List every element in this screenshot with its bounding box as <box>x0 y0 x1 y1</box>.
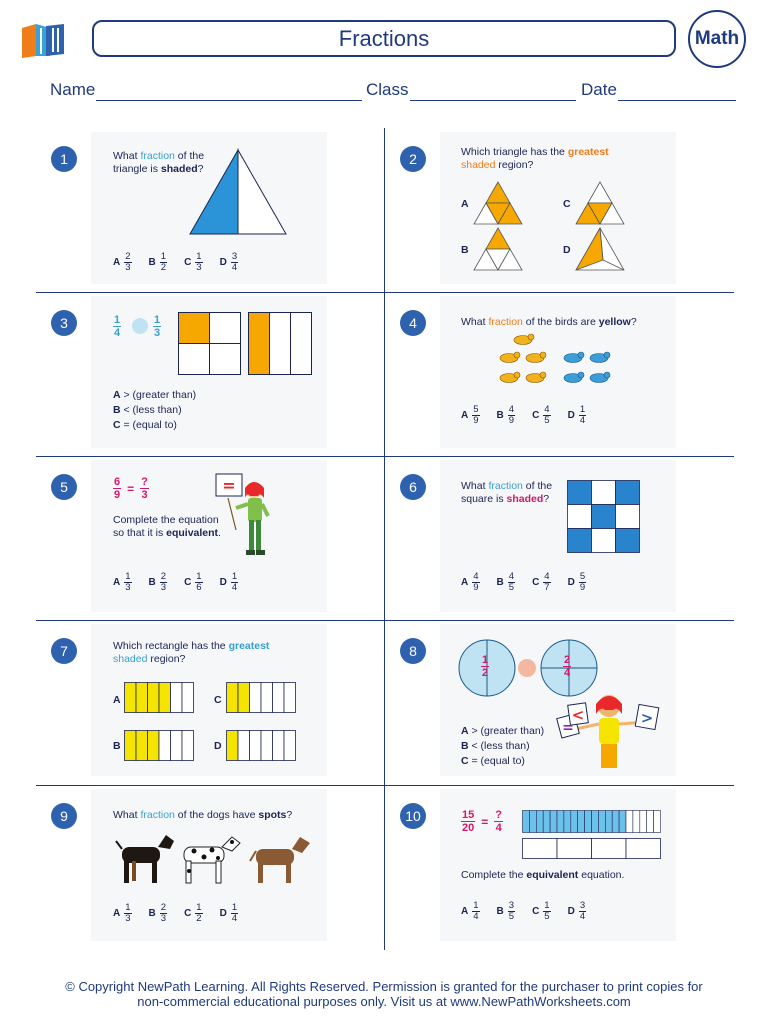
bar-segment <box>619 811 626 833</box>
triangle-option-b[interactable] <box>473 226 523 272</box>
choice-a[interactable]: A $\frac{1}{3}$ <box>113 902 131 924</box>
choice-b[interactable]: B $\frac{1}{2}$ <box>148 251 167 273</box>
choice-d[interactable]: D $\frac{1}{4}$ <box>219 571 238 593</box>
quarter-square-figure <box>178 312 242 376</box>
bar-segment <box>557 811 564 833</box>
question-number: 2 <box>400 146 426 172</box>
sign-text: = <box>222 476 236 495</box>
option-label: B <box>461 244 469 256</box>
bar-segment <box>543 811 550 833</box>
choice-c[interactable]: C $\frac{4}{5}$ <box>532 404 550 426</box>
rectangle-option-a[interactable] <box>124 682 196 714</box>
girl-with-sign-illustration <box>214 472 278 568</box>
choice-a[interactable]: A $\frac{1}{4}$ <box>461 900 479 922</box>
brown-dog <box>250 837 310 883</box>
option-a[interactable]: A > (greater than) <box>461 725 545 737</box>
choice-b[interactable]: B $\frac{4}{5}$ <box>496 571 515 593</box>
question-1 <box>36 128 384 292</box>
question-number: 10 <box>400 803 426 829</box>
bar-models-figure <box>522 810 664 860</box>
option-label: C <box>563 198 571 210</box>
fraction-left: $\frac{1}{2}$ <box>482 654 489 679</box>
question-text: Which triangle has the greatest shaded region? <box>461 146 609 171</box>
question-text: Which rectangle has the greatest shaded region? <box>113 640 270 665</box>
option-b[interactable]: B < (less than) <box>461 740 530 752</box>
rectangle-option-c[interactable] <box>226 682 298 714</box>
class-field[interactable] <box>410 100 576 101</box>
question-6 <box>385 456 733 620</box>
copyright-footer: © Copyright NewPath Learning. All Rights Reserved. Permission is granted for the purchaser to print copies for non-commercial educational purposes only. Visit us at www.NewPathWorksheets.com <box>65 979 703 1009</box>
choice-c[interactable]: C $\frac{1}{2}$ <box>184 902 202 924</box>
choice-d[interactable]: D $\frac{5}{9}$ <box>567 571 586 593</box>
student-info-row <box>50 80 740 104</box>
fraction-left: $\frac{1}{4}$ <box>114 314 121 339</box>
question-number: 6 <box>400 474 426 500</box>
option-label: A <box>113 694 121 706</box>
option-label: C <box>214 694 222 706</box>
newpath-logo <box>20 20 66 60</box>
equation-left: $\frac{15}{20}$ <box>462 809 475 834</box>
date-label: Date <box>581 80 617 99</box>
fraction-right: $\frac{1}{3}$ <box>154 314 161 339</box>
class-label: Class <box>366 80 409 99</box>
bar-segment <box>612 811 619 833</box>
choice-c[interactable]: C $\frac{1}{6}$ <box>184 571 202 593</box>
choice-d[interactable]: D $\frac{1}{4}$ <box>219 902 238 924</box>
choice-a[interactable]: A $\frac{5}{9}$ <box>461 404 479 426</box>
choice-d[interactable]: D $\frac{3}{4}$ <box>219 251 238 273</box>
equation-left: $\frac{6}{9}$ <box>114 476 121 501</box>
fraction-right: $\frac{2}{4}$ <box>564 654 571 679</box>
bar-segment <box>564 811 571 833</box>
option-c[interactable]: C = (equal to) <box>113 419 177 431</box>
option-label: B <box>113 740 121 752</box>
question-number: 5 <box>51 474 77 500</box>
answer-choices <box>113 252 238 273</box>
comparison-options <box>113 388 196 433</box>
question-number: 8 <box>400 638 426 664</box>
question-9 <box>36 785 384 949</box>
thirds-rectangle-figure <box>248 312 312 376</box>
question-number: 4 <box>400 310 426 336</box>
option-label: D <box>214 740 222 752</box>
question-text: Complete the equivalent equation. <box>461 869 625 881</box>
question-10 <box>385 785 733 949</box>
answer-choices <box>461 572 586 593</box>
option-label: A <box>461 198 469 210</box>
date-field[interactable] <box>618 100 736 101</box>
choice-c[interactable]: C $\frac{4}{7}$ <box>532 571 550 593</box>
subject-badge: Math <box>688 10 746 68</box>
option-a[interactable]: A > (greater than) <box>113 389 197 401</box>
bar-segment <box>550 811 557 833</box>
bar-segment <box>598 811 605 833</box>
bar-segment <box>640 811 647 833</box>
equation <box>113 476 149 501</box>
page-title: Fractions <box>92 20 676 57</box>
question-2 <box>385 128 733 292</box>
bar-segment <box>626 811 633 833</box>
doberman-dog <box>116 835 174 883</box>
bar-segment <box>571 811 578 833</box>
bar-segment <box>605 811 612 833</box>
choice-a[interactable]: A $\frac{1}{3}$ <box>113 571 131 593</box>
answer-choices <box>113 572 238 593</box>
answer-choices <box>113 903 238 924</box>
less-than-card-text: < <box>571 706 585 724</box>
choice-d[interactable]: D $\frac{1}{4}$ <box>567 404 586 426</box>
question-number: 1 <box>51 146 77 172</box>
question-text: What fraction of the birds are yellow? <box>461 316 637 328</box>
choice-c[interactable]: C $\frac{1}{5}$ <box>532 900 550 922</box>
choice-b[interactable]: B $\frac{3}{5}$ <box>496 900 515 922</box>
question-8 <box>385 620 733 784</box>
equals-sign: = <box>127 481 135 496</box>
equals-sign: = <box>481 814 489 829</box>
grid-square-figure <box>567 480 641 554</box>
equation <box>461 809 503 834</box>
dalmatian-dog <box>184 837 240 883</box>
dogs-illustration <box>114 831 314 889</box>
bar-segment <box>592 811 599 833</box>
bar-segment <box>633 811 640 833</box>
question-4 <box>385 292 733 456</box>
question-text: What fraction of the dogs have spots? <box>113 809 293 821</box>
bar-segment <box>536 811 543 833</box>
bar-segment <box>585 811 592 833</box>
question-text: What fraction of the triangle is shaded? <box>113 150 205 175</box>
bar-segment <box>654 811 661 833</box>
girl-with-symbol-cards-illustration <box>553 690 661 772</box>
bar-segment <box>647 811 654 833</box>
choice-a[interactable]: A $\frac{4}{9}$ <box>461 571 479 593</box>
question-number: 9 <box>51 803 77 829</box>
option-b[interactable]: B < (less than) <box>113 404 182 416</box>
rectangle-option-d[interactable] <box>226 730 298 762</box>
equation-right: $\frac{?}{3}$ <box>141 476 148 501</box>
bar-segment <box>523 811 530 833</box>
question-number: 7 <box>51 638 77 664</box>
comparison-options <box>461 724 544 769</box>
question-text: Complete the equation so that it is equivalent. <box>113 514 221 539</box>
option-label: D <box>563 244 571 256</box>
answer-choices <box>461 901 586 922</box>
triangle-option-c[interactable] <box>575 180 625 226</box>
choice-d[interactable]: D $\frac{3}{4}$ <box>567 900 586 922</box>
question-3 <box>36 292 384 456</box>
birds-illustration <box>495 332 625 394</box>
comparison-circle[interactable] <box>132 318 148 334</box>
equation-right: $\frac{?}{4}$ <box>495 809 502 834</box>
question-5 <box>36 456 384 620</box>
name-label: Name <box>50 80 96 99</box>
question-number: 3 <box>51 310 77 336</box>
triangle-option-a[interactable] <box>473 180 523 226</box>
choice-b[interactable]: B $\frac{2}{3}$ <box>148 902 167 924</box>
choice-a[interactable]: A $\frac{2}{3}$ <box>113 251 131 273</box>
triangle-figure <box>188 148 288 238</box>
choice-b[interactable]: B $\frac{2}{3}$ <box>148 571 167 593</box>
rectangle-option-b[interactable] <box>124 730 196 762</box>
question-text: What fraction of the square is shaded? <box>461 480 553 505</box>
choice-c[interactable]: C $\frac{1}{3}$ <box>184 251 202 273</box>
equal-card-text: = <box>562 720 574 736</box>
question-7 <box>36 620 384 784</box>
name-field[interactable] <box>96 100 362 101</box>
answer-choices <box>461 405 586 426</box>
greater-than-card-text: > <box>640 709 654 727</box>
option-c[interactable]: C = (equal to) <box>461 755 525 767</box>
triangle-option-d[interactable] <box>575 226 625 272</box>
comparison-circle <box>518 659 536 677</box>
bar-segment <box>578 811 585 833</box>
bar-segment <box>529 811 536 833</box>
choice-b[interactable]: B $\frac{4}{9}$ <box>496 404 515 426</box>
